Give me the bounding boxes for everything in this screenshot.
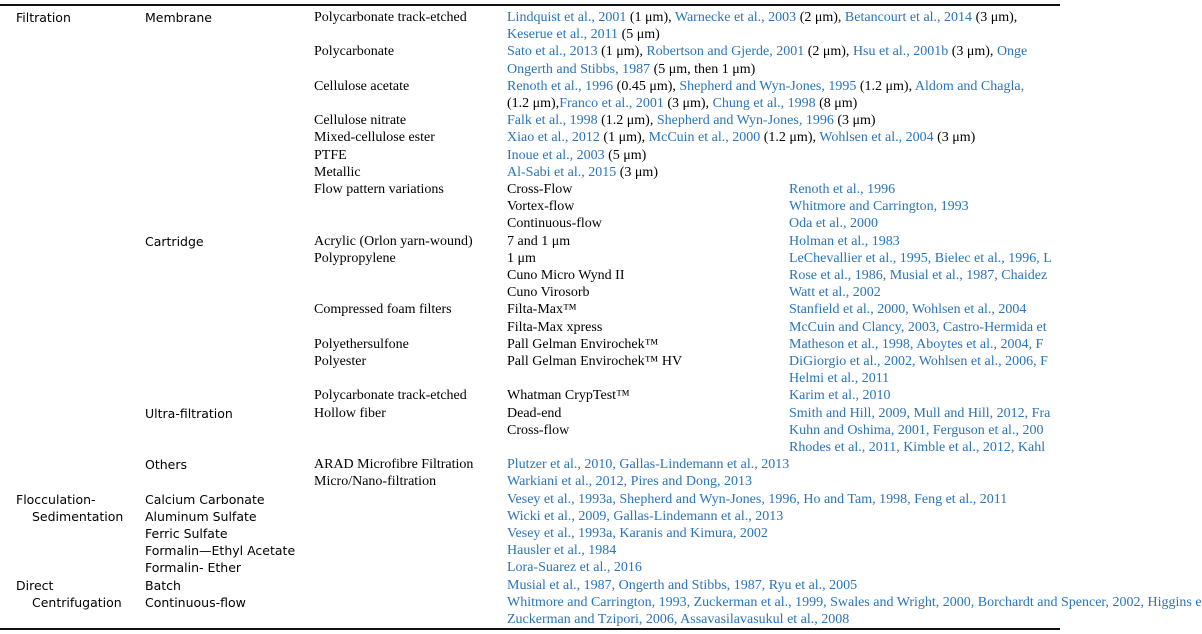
table-row	[0, 542, 1060, 559]
variant-cell: Pall Gelman Envirochek™	[507, 336, 659, 352]
table-row	[0, 250, 1060, 267]
references-cell	[507, 594, 1202, 611]
references-cell	[507, 508, 783, 525]
variant-cell: Filta-Max™	[507, 302, 577, 318]
reference-link[interactable]: Matheson et al., 1998, Aboytes et al., 2004, F	[789, 336, 1044, 352]
reference-link[interactable]: Rhodes et al., 2011, Kimble et al., 2012, Kahl	[789, 440, 1046, 455]
filter-type-cell: Cellulose acetate	[314, 78, 410, 94]
references-cell	[507, 43, 1027, 60]
reference-link[interactable]: Vesey et al., 1993a, Karanis and Kimura, 2002	[507, 526, 768, 541]
subcategory-cell: Membrane	[145, 10, 212, 25]
table-row	[0, 439, 1060, 456]
reference-link[interactable]: Oda et al., 2000	[789, 216, 879, 232]
references-cell	[507, 61, 755, 78]
reference-link[interactable]: Shepherd and Wyn-Jones, 1995	[679, 78, 857, 94]
category-cell: Flocculation-	[16, 491, 96, 507]
reference-link[interactable]: Watt et al., 2002	[789, 285, 881, 301]
references-cell	[507, 491, 1007, 508]
filter-type-cell: Flow pattern variations	[314, 182, 444, 197]
reference-link[interactable]: Hsu et al., 2001b	[852, 44, 949, 60]
reference-link[interactable]: Al-Sabi et al., 2015	[507, 164, 617, 180]
table-row	[0, 422, 1060, 439]
references-cell	[507, 26, 660, 43]
references-cell	[507, 129, 975, 146]
pore-size-text: (2 μm),	[796, 10, 845, 25]
references-cell	[507, 78, 1024, 95]
references-cell	[507, 112, 876, 129]
filter-type-cell: Compressed foam filters	[314, 302, 452, 318]
category-cell-continued: Centrifugation	[32, 594, 122, 610]
reference-link[interactable]: Warnecke et al., 2003	[674, 10, 797, 25]
filter-type-cell: ARAD Microfibre Filtration	[314, 457, 474, 473]
table-row	[0, 387, 1060, 404]
reference-link[interactable]: Holman et al., 1983	[789, 233, 900, 249]
table-row	[0, 577, 1060, 594]
filter-type-cell: Micro/Nano-filtration	[314, 474, 437, 490]
references-cell	[507, 164, 658, 181]
pore-size-text: (3 μm)	[616, 164, 658, 180]
reference-link[interactable]: DiGiorgio et al., 2002, Wohlsen et al., 2006, F	[789, 354, 1048, 369]
references-cell	[507, 147, 646, 164]
reference-link[interactable]: Rose et al., 1986, Musial et al., 1987, Chaidez	[789, 268, 1048, 283]
filter-type-cell: Metallic	[314, 164, 361, 180]
filter-type-cell: Polycarbonate track-etched	[314, 10, 467, 25]
subcategory-cell: Formalin—Ethyl Acetate	[145, 543, 296, 559]
table-row	[0, 594, 1202, 611]
pore-size-text: (1.2 μm),	[597, 113, 657, 129]
filter-type-cell: Polyethersulfone	[314, 336, 409, 352]
references-cell	[507, 9, 1017, 26]
variant-cell: Whatman CrypTest™	[507, 388, 630, 404]
reference-link[interactable]: Whitmore and Carrington, 1993	[789, 199, 969, 215]
reference-link[interactable]: Sato et al., 2013	[507, 44, 598, 60]
reference-link[interactable]: Warkiani et al., 2012, Pires and Dong, 2013	[507, 474, 752, 490]
subcategory-cell: Formalin- Ether	[145, 560, 242, 576]
pore-size-text: (5 μm)	[618, 27, 660, 43]
references-cell	[507, 95, 857, 112]
references-cell	[507, 525, 768, 542]
filter-type-cell: Hollow fiber	[314, 405, 386, 421]
references-cell	[507, 456, 789, 473]
category-cell: Filtration	[16, 10, 71, 25]
subcategory-cell: Cartridge	[145, 233, 204, 249]
variant-cell: Vortex-flow	[507, 199, 575, 215]
variant-cell: Cross-flow	[507, 422, 570, 438]
reference-link[interactable]: Robertson and Gjerde, 2001	[646, 44, 805, 60]
table-row	[0, 233, 1060, 250]
table-row	[0, 508, 1060, 525]
reference-link[interactable]: Lora-Suarez et al., 2016	[507, 560, 642, 576]
pore-size-text: (2 μm),	[804, 44, 853, 60]
subcategory-cell: Batch	[145, 577, 181, 593]
table-top-rule	[0, 4, 1060, 6]
reference-link[interactable]: Renoth et al., 1996	[507, 78, 614, 94]
reference-link[interactable]: Smith and Hill, 2009, Mull and Hill, 2012, Fra	[789, 405, 1051, 421]
reference-link[interactable]: Helmi et al., 2011	[789, 371, 890, 387]
subcategory-cell: Ferric Sulfate	[145, 526, 228, 541]
subcategory-cell: Continuous-flow	[145, 594, 246, 610]
reference-link[interactable]: Lindquist et al., 2001	[507, 10, 627, 25]
table-row	[0, 78, 1060, 95]
reference-link[interactable]: Renoth et al., 1996	[789, 182, 896, 197]
pore-size-text: (3 μm)	[833, 113, 876, 129]
reference-link[interactable]: Onge	[996, 44, 1028, 60]
filter-type-cell: Cellulose nitrate	[314, 113, 407, 129]
table-row	[0, 473, 1060, 490]
reference-link[interactable]: Wohlsen et al., 2004	[819, 130, 934, 146]
reference-link[interactable]: McCuin et al., 2000	[648, 130, 761, 146]
reference-link[interactable]: Plutzer et al., 2010, Gallas-Lindemann et al., 2013	[507, 457, 790, 473]
table-row	[0, 319, 1060, 336]
pore-size-text: (3 μm),	[663, 96, 713, 111]
pore-size-text: (1.2 μm),	[507, 96, 560, 111]
variant-cell: Continuous-flow	[507, 216, 602, 232]
category-cell: Direct	[16, 577, 54, 593]
reference-link[interactable]: LeChevallier et al., 1995, Bielec et al., 1996, L	[789, 250, 1052, 266]
variant-cell: 7 and 1 μm	[507, 233, 571, 249]
variant-cell: Cuno Micro Wynd II	[507, 268, 625, 283]
table-row	[0, 43, 1060, 60]
table-bottom-rule	[0, 628, 1060, 630]
reference-link[interactable]: Keserue et al., 2011	[507, 27, 619, 43]
variant-cell: Filta-Max xpress	[507, 319, 603, 335]
pore-size-text: (1.2 μm),	[856, 78, 915, 94]
variant-cell: Pall Gelman Envirochek™ HV	[507, 354, 683, 369]
reference-link[interactable]: Shepherd and Wyn-Jones, 1996	[656, 113, 834, 129]
reference-link[interactable]: Stanfield et al., 2000, Wohlsen et al., 2004	[789, 302, 1027, 318]
references-cell	[507, 542, 616, 559]
reference-link[interactable]: Xiao et al., 2012	[507, 130, 600, 146]
pore-size-text: (5 μm, then 1 μm)	[650, 61, 756, 77]
table-row	[0, 336, 1060, 353]
pore-size-text: (1.2 μm),	[760, 130, 820, 146]
subcategory-cell: Ultra-filtration	[145, 405, 233, 421]
table-row	[0, 95, 1060, 112]
reference-link[interactable]: Karim et al., 2010	[789, 388, 891, 404]
table-row	[0, 181, 1060, 198]
reference-link[interactable]: Musial et al., 1987, Ongerth and Stibbs, 1987, Ryu et al., 2005	[507, 577, 858, 593]
filter-type-cell: Polypropylene	[314, 250, 396, 266]
table-row	[0, 147, 1060, 164]
pore-size-text: (1 μm),	[597, 44, 647, 60]
references-cell	[507, 611, 849, 628]
category-cell-continued: Sedimentation	[32, 508, 124, 524]
subcategory-cell: Others	[145, 457, 188, 473]
reference-link[interactable]: Franco et al., 2001	[559, 96, 664, 111]
table-row	[0, 164, 1060, 181]
pore-size-text: (1 μm),	[599, 130, 649, 146]
variant-cell: Cross-Flow	[507, 182, 573, 197]
pore-size-text: (8 μm)	[815, 96, 858, 111]
table-row	[0, 129, 1060, 146]
variant-cell: Dead-end	[507, 405, 562, 421]
reference-link[interactable]: Kuhn and Oshima, 2001, Ferguson et al., 200	[789, 422, 1044, 438]
filter-type-cell: Acrylic (Orlon yarn-wound)	[314, 233, 473, 249]
table-row	[0, 456, 1060, 473]
reference-link[interactable]: Inoue et al., 2003	[507, 147, 605, 163]
pore-size-text: (3 μm),	[972, 10, 1018, 25]
reference-link[interactable]: Wicki et al., 2009, Gallas-Lindemann et al., 2013	[507, 508, 784, 524]
reference-link[interactable]: Betancourt et al., 2014	[844, 10, 973, 25]
table-row	[0, 405, 1060, 422]
reference-link[interactable]: Ongerth and Stibbs, 1987	[507, 61, 651, 77]
reference-link[interactable]: McCuin and Clancy, 2003, Castro-Hermida et	[789, 319, 1047, 335]
pore-size-text: (5 μm)	[604, 147, 647, 163]
table-row	[0, 491, 1060, 508]
references-cell	[507, 577, 857, 594]
pore-size-text: (0.45 μm),	[613, 78, 680, 94]
reference-link[interactable]: Aldom and Chagla,	[914, 78, 1025, 94]
table-row	[0, 284, 1060, 301]
subcategory-cell: Aluminum Sulfate	[145, 508, 257, 524]
reference-link[interactable]: Vesey et al., 1993a, Shepherd and Wyn-Jones, 1996, Ho and Tam, 1998, Feng et al., 2011	[507, 491, 1008, 507]
table-row	[0, 353, 1060, 370]
table-row	[0, 26, 1060, 43]
references-cell	[507, 559, 642, 576]
table-row	[0, 215, 1060, 232]
table-row	[0, 112, 1060, 129]
filter-type-cell: Polycarbonate	[314, 44, 395, 60]
variant-cell: Cuno Virosorb	[507, 285, 590, 301]
table-row	[0, 267, 1060, 284]
filter-type-cell: Polyester	[314, 354, 367, 369]
pore-size-text: (3 μm),	[948, 44, 997, 60]
pore-size-text: (3 μm)	[933, 130, 976, 146]
reference-link[interactable]: Zuckerman and Tzipori, 2006, Assavasilavasukul et al., 2008	[507, 612, 850, 627]
filter-type-cell: Mixed-cellulose ester	[314, 130, 435, 146]
filter-type-cell: Polycarbonate track-etched	[314, 388, 467, 404]
reference-link[interactable]: Whitmore and Carrington, 1993, Zuckerman et al., 1999, Swales and Wright, 2000, Borchardt and Spencer, 2002, Higgins e	[507, 594, 1202, 610]
references-cell	[507, 473, 752, 490]
reference-link[interactable]: Hausler et al., 1984	[507, 543, 617, 559]
table-row	[0, 559, 1060, 576]
table-row	[0, 370, 1060, 387]
filter-type-cell: PTFE	[314, 147, 347, 163]
subcategory-cell: Calcium Carbonate	[145, 491, 265, 507]
table-row	[0, 61, 1060, 78]
table-row	[0, 525, 1060, 542]
table-row	[0, 301, 1060, 318]
table-row	[0, 198, 1060, 215]
table-row	[0, 611, 1060, 628]
table-row	[0, 9, 1060, 26]
reference-link[interactable]: Falk et al., 1998	[507, 113, 598, 129]
reference-link[interactable]: Chung et al., 1998	[712, 96, 816, 111]
variant-cell: 1 μm	[507, 250, 536, 266]
pore-size-text: (1 μm),	[626, 10, 675, 25]
